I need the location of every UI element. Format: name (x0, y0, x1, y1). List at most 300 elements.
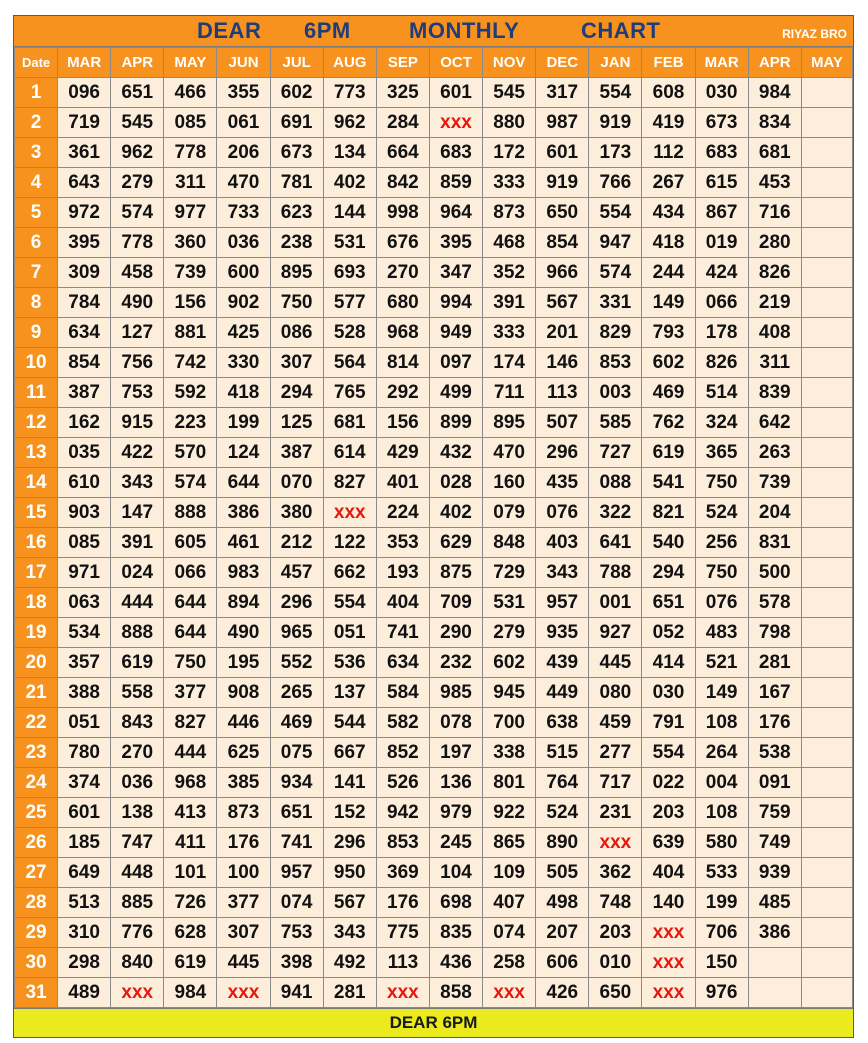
result-cell: 634 (58, 318, 111, 348)
table-row (15, 468, 853, 498)
result-cell: 601 (429, 78, 482, 108)
result-cell: 908 (217, 678, 270, 708)
date-header: Date (15, 48, 58, 78)
result-cell (801, 768, 852, 798)
result-cell (801, 888, 852, 918)
table-row (15, 108, 853, 138)
month-header: APR (111, 48, 164, 78)
result-cell: 619 (111, 648, 164, 678)
result-cell: 634 (376, 648, 429, 678)
result-cell: 764 (536, 768, 589, 798)
month-header: NOV (483, 48, 536, 78)
result-cell: 521 (695, 648, 748, 678)
result-cell: 147 (111, 498, 164, 528)
result-cell: 343 (536, 558, 589, 588)
result-cell (801, 78, 852, 108)
result-cell: 842 (376, 168, 429, 198)
date-cell: 11 (15, 378, 58, 408)
result-cell: 750 (164, 648, 217, 678)
result-cell: 270 (111, 738, 164, 768)
result-cell: 395 (429, 228, 482, 258)
table-row (15, 738, 853, 768)
result-cell: 206 (217, 138, 270, 168)
result-cell: 444 (164, 738, 217, 768)
result-cell: 848 (483, 528, 536, 558)
month-header: MAY (801, 48, 852, 78)
result-cell: 642 (748, 408, 801, 438)
result-cell: 470 (217, 168, 270, 198)
result-cell: 063 (58, 588, 111, 618)
result-cell: 927 (589, 618, 642, 648)
result-cell: 204 (748, 498, 801, 528)
date-cell: 5 (15, 198, 58, 228)
result-cell: 446 (217, 708, 270, 738)
result-cell: 759 (748, 798, 801, 828)
result-cell: 680 (376, 288, 429, 318)
result-cell: 881 (164, 318, 217, 348)
result-cell: 294 (270, 378, 323, 408)
result-chart (13, 15, 854, 1038)
result-cell: 061 (217, 108, 270, 138)
result-cell: 985 (429, 678, 482, 708)
result-cell: 294 (642, 558, 695, 588)
table-row (15, 348, 853, 378)
table-row (15, 948, 853, 978)
table-row (15, 198, 853, 228)
result-cell (801, 798, 852, 828)
date-cell: 10 (15, 348, 58, 378)
result-cell: 263 (748, 438, 801, 468)
date-cell: 24 (15, 768, 58, 798)
result-cell: 858 (429, 978, 482, 1008)
result-cell: 485 (748, 888, 801, 918)
result-cell: 780 (58, 738, 111, 768)
result-cell: 403 (536, 528, 589, 558)
result-cell: 578 (748, 588, 801, 618)
result-cell: 281 (748, 648, 801, 678)
month-header: DEC (536, 48, 589, 78)
result-cell: 401 (376, 468, 429, 498)
result-cell: 101 (164, 858, 217, 888)
result-cell: 949 (429, 318, 482, 348)
result-cell: 614 (323, 438, 376, 468)
result-cell: 347 (429, 258, 482, 288)
result-cell: 693 (323, 258, 376, 288)
result-cell: 138 (111, 798, 164, 828)
result-cell: 775 (376, 918, 429, 948)
result-cell: 146 (536, 348, 589, 378)
result-cell: 601 (536, 138, 589, 168)
result-cell: 894 (217, 588, 270, 618)
date-cell: 8 (15, 288, 58, 318)
result-cell: 324 (695, 408, 748, 438)
result-cell: 798 (748, 618, 801, 648)
result-cell: 385 (217, 768, 270, 798)
result-cell: 934 (270, 768, 323, 798)
result-cell: 853 (589, 348, 642, 378)
result-cell: 112 (642, 138, 695, 168)
result-cell: 867 (695, 198, 748, 228)
result-cell: 386 (748, 918, 801, 948)
result-cell: 459 (589, 708, 642, 738)
result-cell: 885 (111, 888, 164, 918)
result-cell: 377 (217, 888, 270, 918)
result-cell: 256 (695, 528, 748, 558)
result-cell: 028 (429, 468, 482, 498)
date-cell: 31 (15, 978, 58, 1008)
result-cell: 971 (58, 558, 111, 588)
result-cell: 888 (164, 498, 217, 528)
result-cell (801, 258, 852, 288)
result-cell (748, 978, 801, 1008)
table-row (15, 888, 853, 918)
result-cell: 333 (483, 318, 536, 348)
result-cell: 873 (483, 198, 536, 228)
result-cell: 513 (58, 888, 111, 918)
result-cell: 317 (536, 78, 589, 108)
result-cell: 962 (323, 108, 376, 138)
result-cell: 127 (111, 318, 164, 348)
result-cell (801, 198, 852, 228)
result-cell (801, 318, 852, 348)
result-cell: 919 (536, 168, 589, 198)
result-cell: 552 (270, 648, 323, 678)
result-cell: 108 (695, 708, 748, 738)
result-cell: 500 (748, 558, 801, 588)
result-cell: 078 (429, 708, 482, 738)
result-cell: 716 (748, 198, 801, 228)
result-cell: 984 (748, 78, 801, 108)
result-cell: 888 (111, 618, 164, 648)
footer-bar: DEAR 6PM (14, 1008, 853, 1037)
table-row (15, 528, 853, 558)
result-cell: 706 (695, 918, 748, 948)
table-body (15, 78, 853, 1008)
result-cell: 279 (483, 618, 536, 648)
result-cell: 987 (536, 108, 589, 138)
result-cell: 199 (217, 408, 270, 438)
date-cell: 2 (15, 108, 58, 138)
result-cell (801, 918, 852, 948)
result-cell: 950 (323, 858, 376, 888)
date-cell: 4 (15, 168, 58, 198)
result-cell: 605 (164, 528, 217, 558)
result-cell: 890 (536, 828, 589, 858)
result-cell: 052 (642, 618, 695, 648)
result-cell (801, 168, 852, 198)
result-cell: 374 (58, 768, 111, 798)
table-row (15, 858, 853, 888)
result-cell: 418 (642, 228, 695, 258)
result-cell: 814 (376, 348, 429, 378)
result-cell: 030 (695, 78, 748, 108)
result-cell: 977 (164, 198, 217, 228)
result-cell: 756 (111, 348, 164, 378)
result-cell: 219 (748, 288, 801, 318)
result-cell: 574 (589, 258, 642, 288)
result-cell (801, 588, 852, 618)
result-cell: 172 (483, 138, 536, 168)
result-cell: xxx (642, 978, 695, 1008)
result-cell: 610 (58, 468, 111, 498)
result-cell: 793 (642, 318, 695, 348)
header-row (15, 48, 853, 78)
result-cell: 223 (164, 408, 217, 438)
result-cell: 625 (217, 738, 270, 768)
result-cell: 036 (217, 228, 270, 258)
table-row (15, 258, 853, 288)
result-cell: 074 (270, 888, 323, 918)
result-cell: 296 (536, 438, 589, 468)
result-cell: 429 (376, 438, 429, 468)
result-cell: 193 (376, 558, 429, 588)
result-cell: 176 (217, 828, 270, 858)
result-cell: 773 (323, 78, 376, 108)
result-cell: 903 (58, 498, 111, 528)
result-cell: xxx (217, 978, 270, 1008)
result-cell: 641 (589, 528, 642, 558)
result-cell: 711 (483, 378, 536, 408)
result-cell: 439 (536, 648, 589, 678)
result-cell: 681 (323, 408, 376, 438)
result-cell: 231 (589, 798, 642, 828)
result-cell: 310 (58, 918, 111, 948)
result-cell: 865 (483, 828, 536, 858)
result-cell: 962 (111, 138, 164, 168)
table-row (15, 318, 853, 348)
result-cell: 411 (164, 828, 217, 858)
result-cell: 292 (376, 378, 429, 408)
title-bar (14, 16, 853, 47)
result-cell: 080 (589, 678, 642, 708)
result-cell: 333 (483, 168, 536, 198)
result-cell: 834 (748, 108, 801, 138)
result-cell: xxx (376, 978, 429, 1008)
result-cell: 719 (58, 108, 111, 138)
table-row (15, 618, 853, 648)
result-cell: 505 (536, 858, 589, 888)
result-cell: 458 (111, 258, 164, 288)
result-cell: 524 (695, 498, 748, 528)
result-cell (801, 138, 852, 168)
result-cell: 395 (58, 228, 111, 258)
result-cell: 331 (589, 288, 642, 318)
result-cell: 137 (323, 678, 376, 708)
result-cell: 307 (270, 348, 323, 378)
title-time: 6PM (304, 18, 351, 43)
result-cell: 238 (270, 228, 323, 258)
result-cell: 554 (589, 78, 642, 108)
table-row (15, 78, 853, 108)
result-cell: 489 (58, 978, 111, 1008)
result-cell: 791 (642, 708, 695, 738)
title-monthly: MONTHLY (409, 18, 520, 43)
result-cell: 124 (217, 438, 270, 468)
result-cell (748, 948, 801, 978)
result-cell: 717 (589, 768, 642, 798)
result-cell: 185 (58, 828, 111, 858)
result-cell: 280 (748, 228, 801, 258)
result-cell: 311 (748, 348, 801, 378)
result-cell: xxx (323, 498, 376, 528)
result-cell: 091 (748, 768, 801, 798)
result-cell: xxx (589, 828, 642, 858)
date-cell: 26 (15, 828, 58, 858)
result-cell: 150 (695, 948, 748, 978)
result-cell: 827 (164, 708, 217, 738)
result-cell: 873 (217, 798, 270, 828)
result-cell: 567 (323, 888, 376, 918)
month-header: JUN (217, 48, 270, 78)
result-cell: 875 (429, 558, 482, 588)
result-cell: 835 (429, 918, 482, 948)
result-cell: 004 (695, 768, 748, 798)
result-cell: 436 (429, 948, 482, 978)
date-cell: 25 (15, 798, 58, 828)
result-cell: 296 (270, 588, 323, 618)
result-cell: 388 (58, 678, 111, 708)
result-cell: 270 (376, 258, 429, 288)
date-cell: 28 (15, 888, 58, 918)
result-cell: 776 (111, 918, 164, 948)
result-cell: 939 (748, 858, 801, 888)
result-cell: 365 (695, 438, 748, 468)
result-cell: 957 (536, 588, 589, 618)
result-cell: 407 (483, 888, 536, 918)
result-cell: 195 (217, 648, 270, 678)
result-cell: 160 (483, 468, 536, 498)
result-cell: 176 (748, 708, 801, 738)
result-cell (801, 498, 852, 528)
result-cell: 558 (111, 678, 164, 708)
result-cell: 538 (748, 738, 801, 768)
result-cell: 109 (483, 858, 536, 888)
result-cell: 826 (695, 348, 748, 378)
result-cell: 035 (58, 438, 111, 468)
result-cell: 592 (164, 378, 217, 408)
date-cell: 15 (15, 498, 58, 528)
result-cell: 398 (270, 948, 323, 978)
table-row (15, 978, 853, 1008)
result-cell: 070 (270, 468, 323, 498)
result-cell: 945 (483, 678, 536, 708)
result-cell: 602 (270, 78, 323, 108)
result-cell: 245 (429, 828, 482, 858)
date-cell: 18 (15, 588, 58, 618)
result-cell: 076 (536, 498, 589, 528)
result-cell: 615 (695, 168, 748, 198)
result-cell: 311 (164, 168, 217, 198)
result-cell: 902 (217, 288, 270, 318)
result-cell (801, 438, 852, 468)
result-cell: 788 (589, 558, 642, 588)
result-cell: 545 (111, 108, 164, 138)
result-cell: 404 (376, 588, 429, 618)
result-cell: 079 (483, 498, 536, 528)
date-cell: 6 (15, 228, 58, 258)
table-row (15, 438, 853, 468)
result-cell: 750 (270, 288, 323, 318)
date-cell: 22 (15, 708, 58, 738)
result-cell: 942 (376, 798, 429, 828)
result-cell: 895 (483, 408, 536, 438)
result-cell: 492 (323, 948, 376, 978)
result-cell: 608 (642, 78, 695, 108)
result-cell: 651 (642, 588, 695, 618)
result-cell: 167 (748, 678, 801, 708)
result-cell: xxx (642, 948, 695, 978)
result-cell: 602 (483, 648, 536, 678)
month-header: JUL (270, 48, 323, 78)
results-table (14, 47, 853, 1008)
table-row (15, 288, 853, 318)
result-cell: 457 (270, 558, 323, 588)
result-cell: 840 (111, 948, 164, 978)
date-cell: 30 (15, 948, 58, 978)
result-cell: 019 (695, 228, 748, 258)
month-header: MAR (695, 48, 748, 78)
date-cell: 27 (15, 858, 58, 888)
date-cell: 7 (15, 258, 58, 288)
result-cell (801, 948, 852, 978)
result-cell: 602 (642, 348, 695, 378)
result-cell: 075 (270, 738, 323, 768)
result-cell: 826 (748, 258, 801, 288)
result-cell: 564 (323, 348, 376, 378)
result-cell: 244 (642, 258, 695, 288)
table-row (15, 138, 853, 168)
result-cell: 088 (589, 468, 642, 498)
result-cell: 567 (536, 288, 589, 318)
result-cell: 739 (164, 258, 217, 288)
result-cell: 352 (483, 258, 536, 288)
result-cell: 540 (642, 528, 695, 558)
table-row (15, 648, 853, 678)
result-cell: 827 (323, 468, 376, 498)
result-cell: 085 (58, 528, 111, 558)
month-header: SEP (376, 48, 429, 78)
result-cell: 445 (217, 948, 270, 978)
result-cell: 498 (536, 888, 589, 918)
result-cell: 435 (536, 468, 589, 498)
result-cell: 528 (323, 318, 376, 348)
result-cell: 778 (111, 228, 164, 258)
result-cell: 580 (695, 828, 748, 858)
result-cell: 852 (376, 738, 429, 768)
result-cell: 727 (589, 438, 642, 468)
month-header: FEB (642, 48, 695, 78)
result-cell: 733 (217, 198, 270, 228)
result-cell: 178 (695, 318, 748, 348)
date-cell: 3 (15, 138, 58, 168)
result-cell: 742 (164, 348, 217, 378)
result-cell: 134 (323, 138, 376, 168)
date-cell: 14 (15, 468, 58, 498)
result-cell: 681 (748, 138, 801, 168)
result-cell: 831 (748, 528, 801, 558)
result-cell: 096 (58, 78, 111, 108)
result-cell: 424 (695, 258, 748, 288)
result-cell: 369 (376, 858, 429, 888)
result-cell: 357 (58, 648, 111, 678)
result-cell: 531 (483, 588, 536, 618)
result-cell: 651 (270, 798, 323, 828)
result-cell: 915 (111, 408, 164, 438)
date-cell: 1 (15, 78, 58, 108)
result-cell: 584 (376, 678, 429, 708)
result-cell: 309 (58, 258, 111, 288)
result-cell: 765 (323, 378, 376, 408)
